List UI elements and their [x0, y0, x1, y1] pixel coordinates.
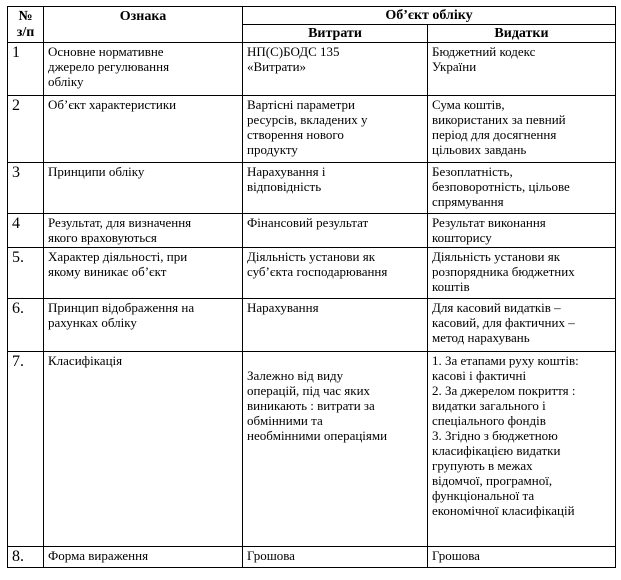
- row-expenses: Фінансовий результат: [243, 214, 428, 248]
- row-outlays: Для касовий видатків – касовий, для фактичних – метод нарахувань: [428, 299, 616, 352]
- row-feature: Класифікація: [44, 352, 243, 547]
- row-feature: Принцип відображення на рахунках обліку: [44, 299, 243, 352]
- header-number: № з/п: [8, 7, 44, 43]
- header-row-top: [8, 7, 616, 25]
- row-number: 7.: [8, 352, 44, 547]
- row-expenses: Залежно від виду операцій, під час яких виникають : витрати за обмінними та необмінними операціями: [243, 352, 428, 547]
- row-number: 6.: [8, 299, 44, 352]
- row-outlays: Безоплатність, безповоротність, цільове спрямування: [428, 163, 616, 214]
- row-feature: Об’єкт характеристики: [44, 96, 243, 163]
- header-expenses: Витрати: [243, 25, 428, 43]
- row-expenses: НП(С)БОДС 135 «Витрати»: [243, 43, 428, 96]
- row-outlays: Діяльність установи як розпорядника бюджетних коштів: [428, 248, 616, 299]
- row-outlays: Грошова: [428, 547, 616, 568]
- table-row: [8, 43, 616, 96]
- row-expenses: Діяльність установи як суб’єкта господарювання: [243, 248, 428, 299]
- row-expenses: Нарахування: [243, 299, 428, 352]
- row-expenses: Вартісні параметри ресурсів, вкладених у створення нового продукту: [243, 96, 428, 163]
- table-row: [8, 248, 616, 299]
- table-row: [8, 214, 616, 248]
- row-feature: Результат, для визначення якого враховуються: [44, 214, 243, 248]
- row-number: 3: [8, 163, 44, 214]
- header-feature: Ознака: [44, 7, 243, 43]
- table-row: [8, 547, 616, 568]
- row-number: 8.: [8, 547, 44, 568]
- table-row: [8, 163, 616, 214]
- table-row: [8, 96, 616, 163]
- row-feature: Принципи обліку: [44, 163, 243, 214]
- row-outlays: Сума коштів, використаних за певний період для досягнення цільових завдань: [428, 96, 616, 163]
- row-expenses: Нарахування і відповідність: [243, 163, 428, 214]
- header-outlays: Видатки: [428, 25, 616, 43]
- row-number: 5.: [8, 248, 44, 299]
- row-feature: Характер діяльності, при якому виникає об’єкт: [44, 248, 243, 299]
- row-number: 2: [8, 96, 44, 163]
- comparison-table: [7, 6, 616, 568]
- row-outlays: 1. За етапами руху коштів: касові і фактичні 2. За джерелом покриття : видатки загального і спеціального фондів 3. Згідно з бюджетною класифікацією видатки групують в межах відомчої, програмної, функціональної та економічної класифікацій: [428, 352, 616, 547]
- row-number: 1: [8, 43, 44, 96]
- table-row: [8, 299, 616, 352]
- row-feature: Основне нормативне джерело регулювання обліку: [44, 43, 243, 96]
- row-outlays: Бюджетний кодекс України: [428, 43, 616, 96]
- row-number: 4: [8, 214, 44, 248]
- row-outlays: Результат виконання кошторису: [428, 214, 616, 248]
- row-expenses: Грошова: [243, 547, 428, 568]
- row-feature: Форма вираження: [44, 547, 243, 568]
- header-accounting-object: Об’єкт обліку: [243, 7, 616, 25]
- table-row: [8, 352, 616, 547]
